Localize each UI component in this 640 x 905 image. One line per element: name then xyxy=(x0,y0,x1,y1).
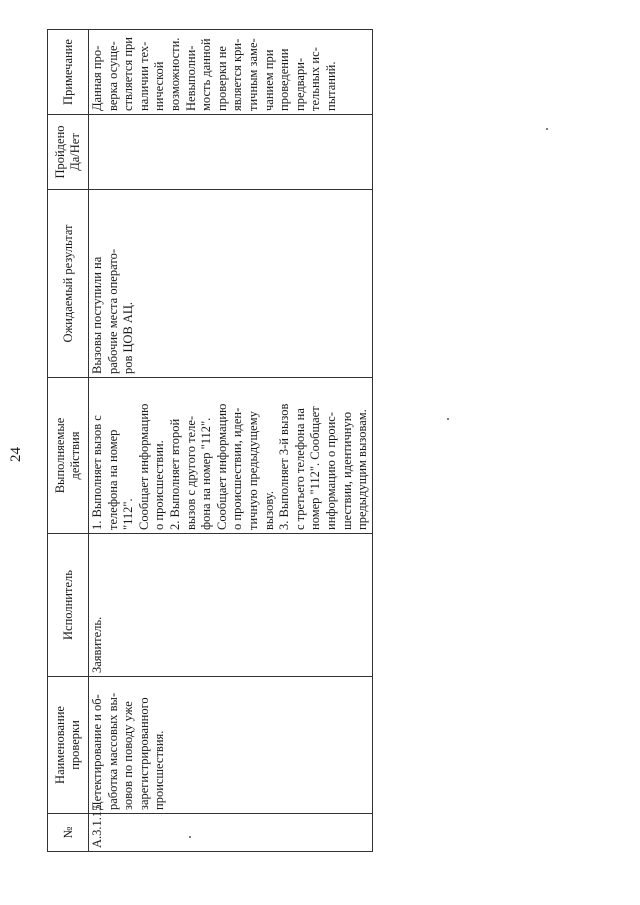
cell-passed xyxy=(89,115,373,190)
table-header-row xyxy=(48,30,89,852)
cell-number: А.3.1.15 xyxy=(89,814,373,852)
test-table-rotated xyxy=(47,30,370,852)
table-row xyxy=(89,30,373,852)
header-check-name: Наименование проверки xyxy=(48,677,89,814)
header-expected-result: Ожидаемый результат xyxy=(48,190,89,378)
cell-check-name: Детектирование и об- работка массовых вы- зовов по поводу уже зарегистрированного происшествия. xyxy=(89,677,373,814)
test-table xyxy=(47,29,373,852)
cell-performer: Заявитель. xyxy=(89,534,373,677)
scan-speck xyxy=(447,418,449,420)
cell-expected-result: Вызовы поступили на рабочие места операто- ров ЦОВ АЦ. xyxy=(89,190,373,378)
header-performer: Исполнитель xyxy=(48,534,89,677)
header-note: Примечание xyxy=(48,30,89,115)
header-passed: Пройдено Да/Нет xyxy=(48,115,89,190)
header-number: № xyxy=(48,814,89,852)
cell-note: Данная про- верка осуще- ствляется при наличии тех- нической возможности. Невыполни- мость данной проверки не является кри- тичным заме- чанием при проведении предвари- тельных ис- пытаний. xyxy=(89,30,373,115)
page-number: 24 xyxy=(8,447,24,462)
cell-actions: 1. Выполняет вызов с телефона на номер "112". Сообщает информацию о происшествии. 2. Выполняет второй вызов с другого теле- фона на номер "112". Сообщает информацию о происшествии, иден- тичную предыдущему вызову. 3. Выполняет 3-й вызов с третьего телефона на номер "112". Сообщает информацию о проис- шествии, идентичную предыдущим вызовам. xyxy=(89,378,373,534)
scan-speck xyxy=(546,128,548,130)
header-actions: Выполняемые действия xyxy=(48,378,89,534)
